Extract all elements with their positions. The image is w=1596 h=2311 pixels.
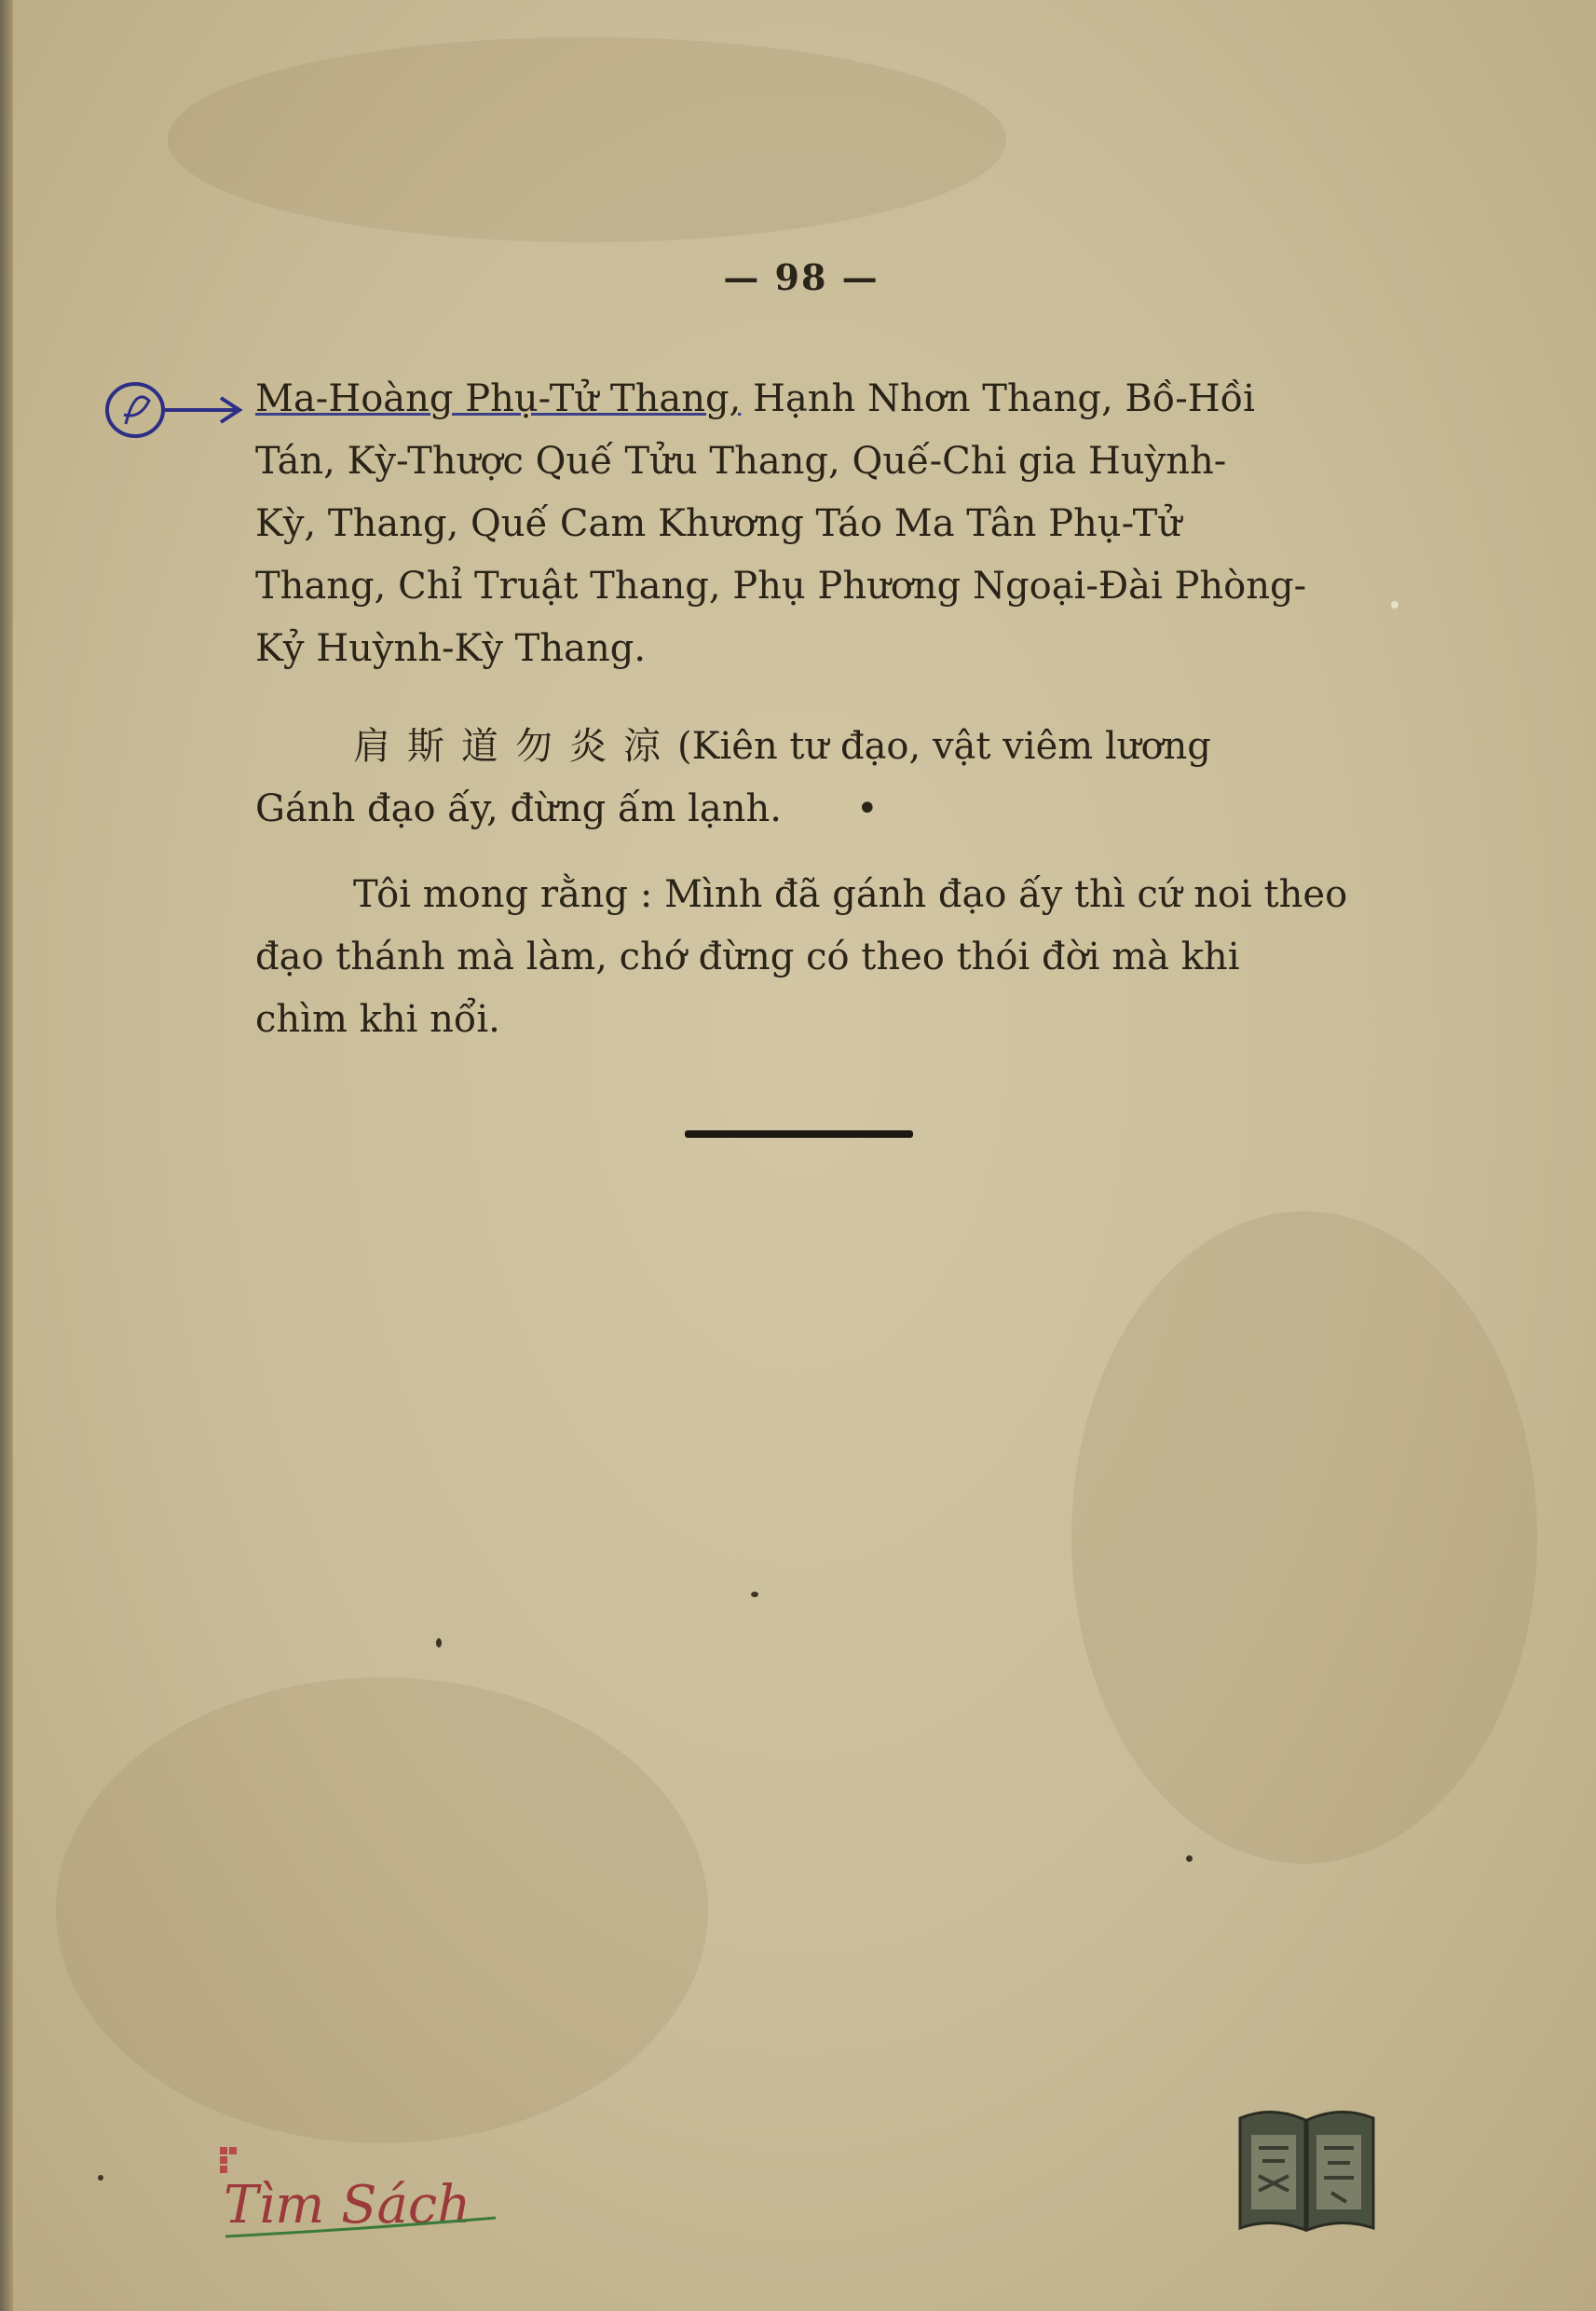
logo-wordmark: Tìm Sách <box>224 2175 471 2236</box>
text-line: chìm khi nổi. <box>255 998 500 1041</box>
text-fragment: Gánh đạo ấy, đừng ấm lạnh. <box>255 787 782 830</box>
text-line <box>255 368 1327 431</box>
text-line <box>255 778 1327 841</box>
paper-speck <box>1186 1855 1193 1862</box>
tim-sach-watermark-logo <box>216 2143 514 2246</box>
bullet-dot: • <box>856 787 879 830</box>
text-line: Kỳ, Thang, Quế Cam Khương Táo Ma Tân Phụ-Tử <box>255 502 1182 545</box>
page-edge-shadow <box>0 0 13 2311</box>
paper-speck <box>98 2175 103 2181</box>
paragraph-herbal-formulas <box>255 368 1327 680</box>
paper-stain <box>168 37 1006 242</box>
text-line: Kỷ Huỳnh-Kỳ Thang. <box>255 627 647 670</box>
page-number: — 98 — <box>723 256 880 298</box>
paper-stain <box>1071 1211 1537 1864</box>
underlined-formula-name: Ma-Hoàng Phụ-Tử Thang, <box>255 377 742 420</box>
text-line: Tán, Kỳ-Thược Quế Tửu Thang, Quế-Chi gia Huỳnh- <box>255 440 1227 483</box>
paper-speck <box>436 1638 442 1648</box>
text-line: đạo thánh mà làm, chớ đừng có theo thói đời mà khi <box>255 936 1240 978</box>
text-line: Tôi mong rằng : Mình đã gánh đạo ấy thì cứ noi theo <box>353 873 1348 916</box>
paper-speck <box>751 1592 758 1597</box>
section-divider-rule <box>685 1130 913 1138</box>
text-line: Thang, Chỉ Truật Thang, Phụ Phương Ngoại-Đài Phòng- <box>255 565 1307 608</box>
text-fragment: Hạnh Nhơn Thang, Bồ-Hồi <box>741 377 1255 420</box>
paper-speck <box>1391 601 1398 609</box>
paragraph-commentary <box>255 864 1348 1051</box>
handwritten-arrow-mark <box>98 368 247 452</box>
text-line <box>255 716 1327 778</box>
paper-stain <box>56 1677 708 2143</box>
paragraph-chinese-maxim <box>255 716 1327 841</box>
text-fragment: (Kiên tư đạo, vật viêm lương <box>677 725 1211 768</box>
book-seal-logo <box>1235 2101 1379 2236</box>
chinese-characters: 肩斯道勿炎涼 <box>353 725 677 768</box>
